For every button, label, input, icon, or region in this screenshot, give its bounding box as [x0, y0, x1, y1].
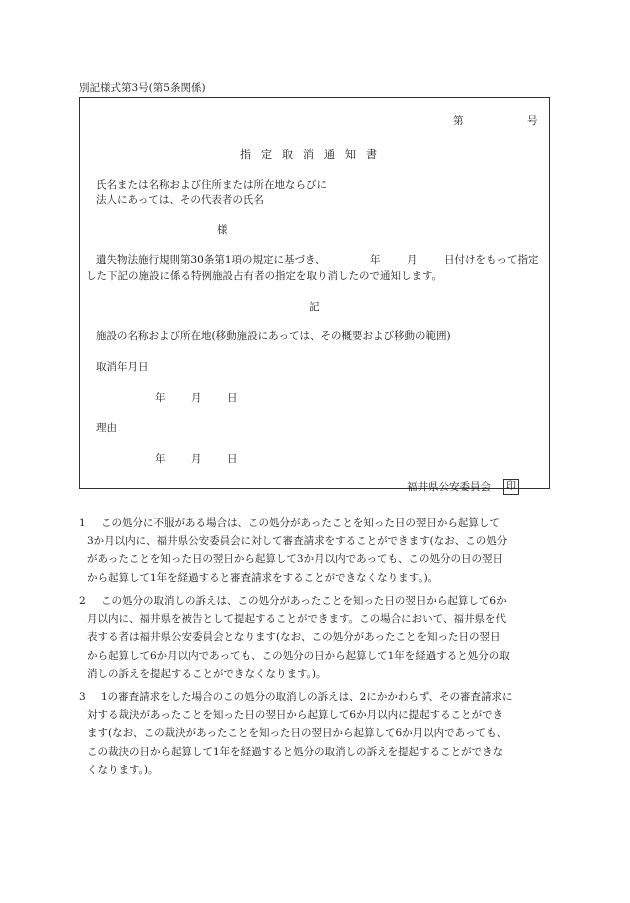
- note-2-line: この処分の取消しの訴えは、この処分があったことを知った日の翌日から起算して6か: [101, 595, 507, 607]
- note-1-number: 1: [79, 517, 86, 529]
- facility-label: 施設の名称および所在地(移動施設にあっては、その概要および移動の範囲): [96, 330, 451, 342]
- note-1: [79, 514, 554, 587]
- reason-label: 理由: [96, 422, 117, 434]
- note-3: [79, 688, 554, 779]
- document-title: 指定取消通知書: [240, 148, 387, 161]
- note-3-line: この裁決の日から起算して1年を経過すると処分の取消しの訴えを提起することができな: [87, 745, 504, 758]
- body-line-2: した下記の施設に係る特例施設占有者の指定を取り消したので通知します。: [86, 270, 443, 282]
- cancel-date-label: 取消年月日: [96, 361, 149, 373]
- body-line-1b: 日付けをもって指定: [444, 254, 539, 266]
- body-line-1a: 遺失物法施行規則第30条第1項の規定に基づき、: [96, 254, 326, 266]
- note-1-line: から起算して1年を経過すると審査請求をすることができなくなります。)。: [87, 571, 439, 584]
- note-3-number: 3: [79, 691, 86, 703]
- addressee-line-1: 氏名または名称および住所または所在地ならびに: [96, 179, 327, 191]
- note-2-number: 2: [79, 595, 86, 607]
- addressee-line-2: 法人にあっては、その代表者の氏名: [96, 194, 264, 206]
- issuer: [407, 479, 519, 495]
- note-1-line: があったことを知った日の翌日から起算して3か月以内であっても、この処分の日の翌日: [87, 553, 503, 566]
- note-2-line: 消しの訴えを提起することができなくなります。)。: [87, 667, 327, 680]
- issuer-name: 福井県公安委員会: [407, 481, 491, 493]
- note-3-line: 対する裁決があったことを知った日の翌日から起算して6か月以内に提起することができ: [87, 709, 504, 722]
- note-1-line: この処分に不服がある場合は、この処分があったことを知った日の翌日から起算して: [101, 517, 500, 529]
- note-3-line: 1の審査請求をした場合のこの処分の取消しの訴えは、2にかかわらず、その審査請求に: [101, 691, 513, 703]
- cancel-date-year: 年: [155, 392, 166, 404]
- cancel-date-day: 日: [227, 392, 238, 404]
- body-year: 年: [370, 254, 381, 266]
- note-2-line: から起算して6か月以内であっても、この処分の日から起算して1年を経過すると処分の取: [87, 649, 510, 662]
- issue-date-month: 月: [191, 453, 202, 465]
- number-suffix: 号: [527, 115, 538, 127]
- note-3-line: くなります。)。: [87, 763, 159, 776]
- issue-date-year: 年: [155, 453, 166, 465]
- note-1-line: 3か月以内に、福井県公安委員会に対して審査請求をすることができます(なお、この処分: [87, 535, 508, 548]
- addressee-honorific: 様: [217, 224, 228, 236]
- number-prefix: 第: [453, 115, 464, 127]
- form-label: 別記様式第3号(第5条関係): [79, 82, 206, 94]
- note-3-line: ます(なお、この裁決があったことを知った日の翌日から起算して6か月以内であっても、: [87, 727, 508, 740]
- cancel-date-month: 月: [191, 392, 202, 404]
- issue-date-day: 日: [227, 453, 238, 465]
- body-month: 月: [407, 254, 418, 266]
- seal-mark: 印: [503, 479, 519, 495]
- note-2-line: 月以内に、福井県を被告として提起することができます。この場合において、福井県を代: [87, 613, 506, 626]
- ki-heading: 記: [309, 301, 320, 313]
- note-2: [79, 592, 554, 683]
- note-2-line: 表する者は福井県公安委員会となります(なお、この処分があったことを知った日の翌日: [87, 631, 501, 644]
